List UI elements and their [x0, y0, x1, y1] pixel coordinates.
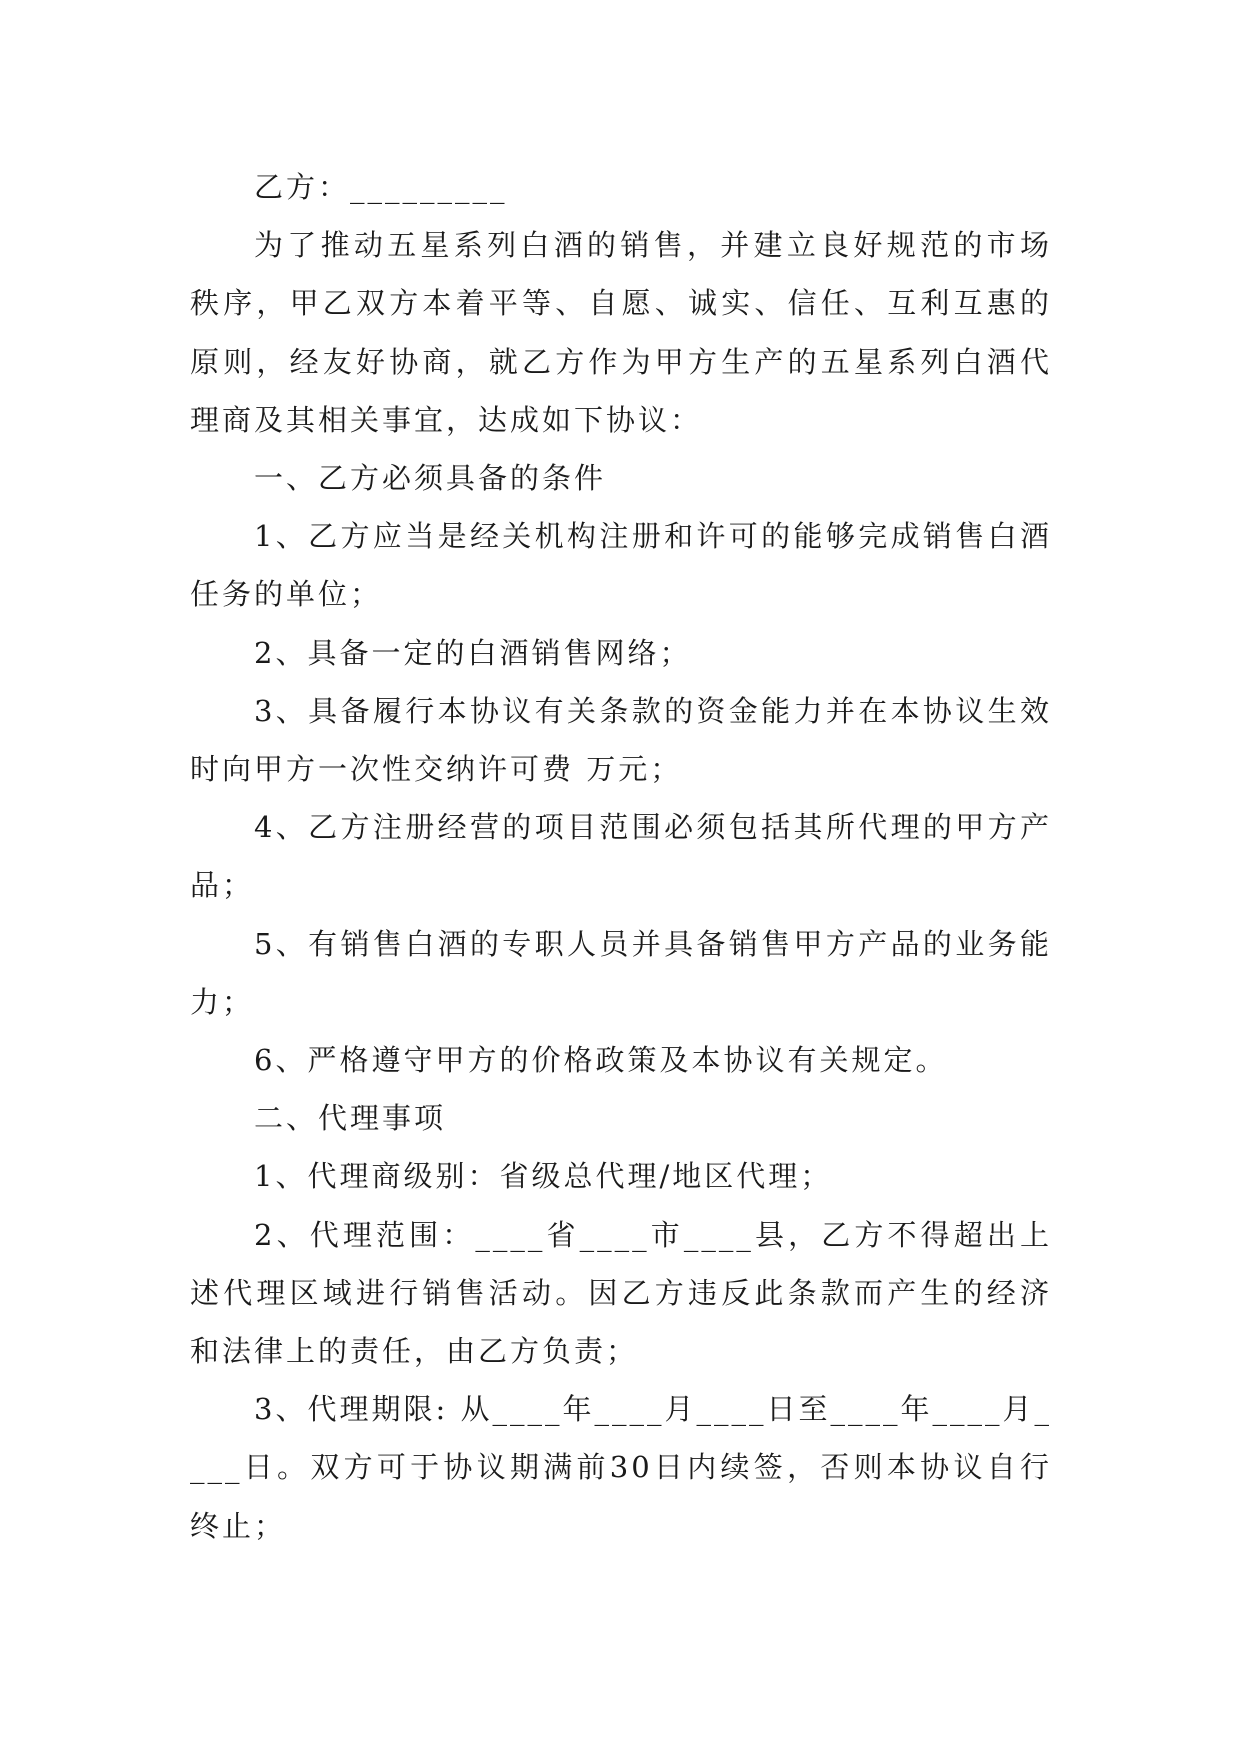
party-b-line: 乙方：_________: [254, 170, 508, 204]
document-body: [190, 158, 1052, 1555]
agency-item-1: 1、代理商级别：省级总代理/地区代理；: [254, 1159, 833, 1194]
section-heading-conditions: 一、乙方必须具备的条件: [254, 461, 607, 496]
section-heading-agency: 二、代理事项: [254, 1101, 447, 1136]
condition-item-2: 2、具备一定的白酒销售网络；: [254, 635, 692, 670]
condition-item-1: 1、乙方应当是经关机构注册和许可的能够完成销售白酒任务的单位；: [190, 519, 1052, 612]
condition-item-6: 6、严格遵守甲方的价格政策及本协议有关规定。: [254, 1043, 948, 1078]
condition-item-4: 4、乙方注册经营的项目范围必须包括其所代理的甲方产品；: [190, 810, 1052, 903]
agency-item-2: 2、代理范围：____省____市____县，乙方不得超出上述代理区域进行销售活动。因乙方违反此条款而产生的经济和法律上的责任，由乙方负责；: [190, 1217, 1052, 1369]
condition-item-3: 3、具备履行本协议有关条款的资金能力并在本协议生效时向甲方一次性交纳许可费 万元；: [190, 693, 1052, 787]
condition-item-5: 5、有销售白酒的专职人员并具备销售甲方产品的业务能力；: [190, 926, 1052, 1019]
agency-item-3: 3、代理期限: 从____年____月____日至____年____月____日。双方可于协议期满前30日内续签，否则本协议自行终止；: [190, 1392, 1052, 1543]
preamble-paragraph: 为了推动五星系列白酒的销售，并建立良好规范的市场秩序，甲乙双方本着平等、自愿、诚实、信任、互利互惠的原则，经友好协商，就乙方作为甲方生产的五星系列白酒代理商及其相关事宜，达成如下协议：: [190, 228, 1052, 437]
